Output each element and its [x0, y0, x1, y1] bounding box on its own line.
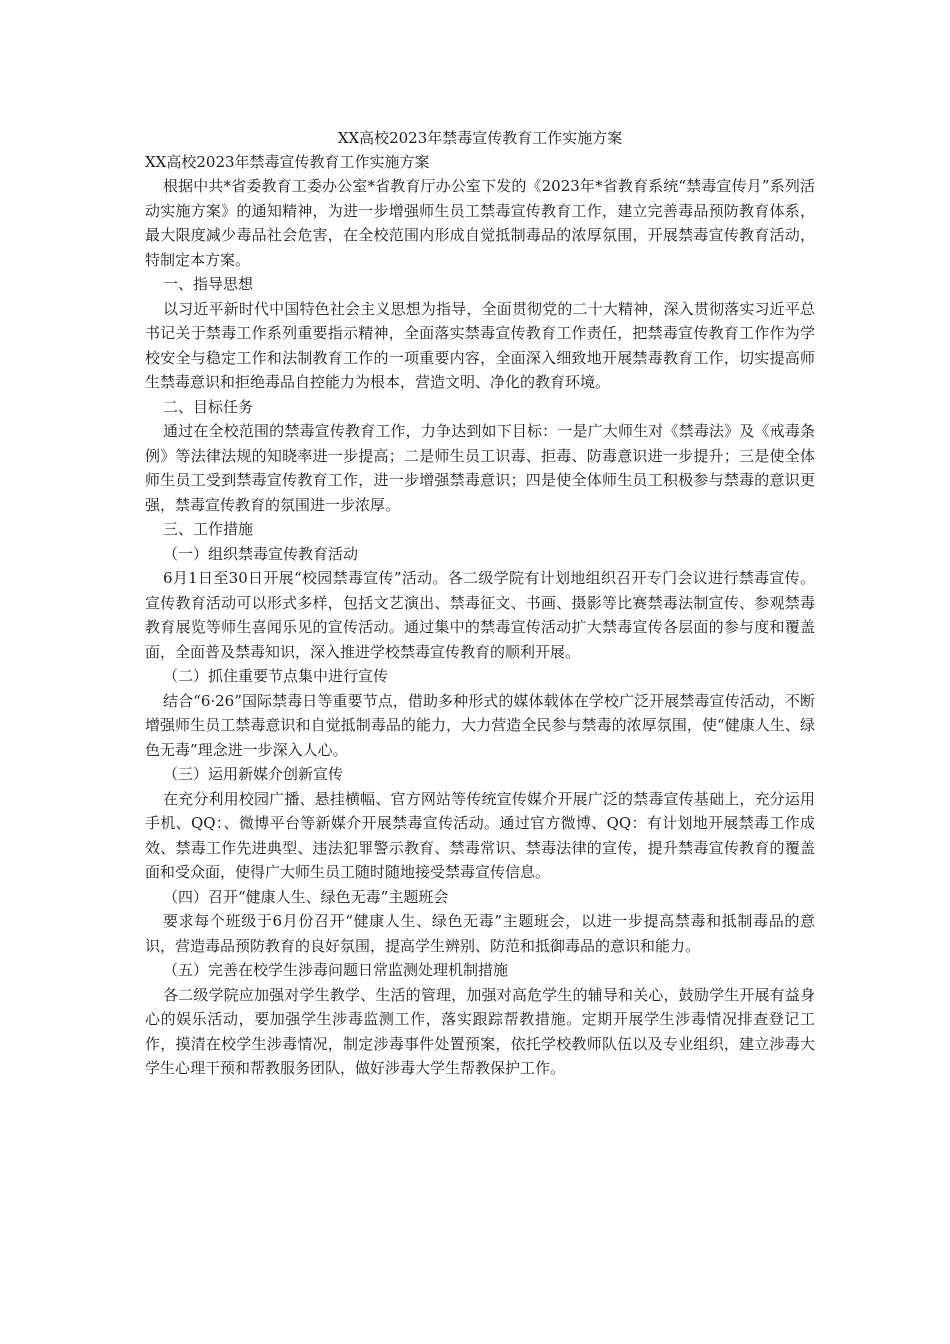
document-title: XX高校2023年禁毒宣传教育工作实施方案 [337, 129, 623, 147]
section-heading-measures: 三、工作措施 [163, 520, 254, 538]
document-subtitle: XX高校2023年禁毒宣传教育工作实施方案 [145, 153, 430, 171]
section-heading-goals: 二、目标任务 [163, 397, 254, 416]
measure-text-4: 要求每个班级于6月份召开“健康人生、绿色无毒”主题班会，以进一步提高禁毒和抵制毒品的意识，营造毒品预防教育的良好氛围，提高学生辨别、防范和抵御毒品的意识和能力。 [145, 912, 815, 955]
measure-text-1: 6月1日至30日开展“校园禁毒宣传”活动。各二级学院有计划地组织召开专门会议进行禁毒宣传。宣传教育活动可以形式多样，包括文艺演出、禁毒征文、书画、摄影等比赛禁毒法制宣传、参观禁毒教育展览等师生喜闻乐见的宣传活动。通过集中的禁毒宣传活动扩大禁毒宣传各层面的参与度和覆盖面，全面普及禁毒知识，深入推进学校禁毒宣传教育的顺利开展。 [145, 569, 815, 661]
section-text-guiding-thought: 以习近平新时代中国特色社会主义思想为指导，全面贯彻党的二十大精神，深入贯彻落实习近平总书记关于禁毒工作系列重要指示精神，全面落实禁毒宣传教育工作责任，把禁毒宣传教育工作作为学校安全与稳定工作和法制教育工作的一项重要内容，全面深入细致地开展禁毒教育工作，切实提高师生禁毒意识和拒绝毒品自控能力为根本，营造文明、净化的教育环境。 [145, 299, 815, 391]
section-text-goals: 通过在全校范围的禁毒宣传教育工作，力争达到如下目标：一是广大师生对《禁毒法》及《戒毒条例》等法律法规的知晓率进一步提高；二是师生员工识毒、拒毒、防毒意识进一步提升；三是使全体师生员工受到禁毒宣传教育工作，进一步增强禁毒意识；四是使全体师生员工积极参与禁毒的意识更强，禁毒宣传教育的氛围进一步浓厚。 [145, 422, 815, 514]
section-heading-guiding-thought: 一、指导思想 [163, 275, 254, 293]
measure-text-3: 在充分利用校园广播、悬挂横幅、官方网站等传统宣传媒介开展广泛的禁毒宣传基础上，充分运用手机、QQ：、微博平台等新媒介开展禁毒宣传活动。通过官方微博、QQ：有计划地开展禁毒工作成效、禁毒工作先进典型、违法犯罪警示教育、禁毒常识、禁毒法律的宣传，提升禁毒宣传教育的覆盖面和受众面，使得广大师生员工随时随地接受禁毒宣传信息。 [145, 789, 815, 881]
intro-paragraph: 根据中共*省委教育工委办公室*省教育厅办公室下发的《2023年*省教育系统“禁毒宣传月”系列活动实施方案》的通知精神，为进一步增强师生员工禁毒宣传教育工作，建立完善毒品预防教育体系，最大限度减少毒品社会危害，在全校范围内形成自觉抵制毒品的浓厚氛围，开展禁毒宣传教育活动，特制定本方案。 [145, 177, 815, 269]
measure-text-2: 结合“6·26”国际禁毒日等重要节点，借助多种形式的媒体载体在学校广泛开展禁毒宣传活动，不断增强师生员工禁毒意识和自觉抵制毒品的能力，大力营造全民参与禁毒的浓厚氛围，使“健康人生、绿色无毒”理念进一步深入人心。 [145, 691, 815, 759]
document-page [145, 126, 815, 1081]
measure-heading-1: （一）组织禁毒宣传教育活动 [163, 544, 359, 563]
measure-heading-5: （五）完善在校学生涉毒问题日常监测处理机制措施 [163, 961, 509, 979]
measure-text-5: 各二级学院应加强对学生教学、生活的管理，加强对高危学生的辅导和关心，鼓励学生开展有益身心的娱乐活动，要加强学生涉毒监测工作，落实跟踪帮教措施。定期开展学生涉毒情况排查登记工作，摸清在校学生涉毒情况，制定涉毒事件处置预案，依托学校教师队伍以及专业组织，建立涉毒大学生心理干预和帮教服务团队，做好涉毒大学生帮教保护工作。 [145, 985, 815, 1077]
measure-heading-4: （四）召开“健康人生、绿色无毒”主题班会 [163, 887, 449, 906]
measure-heading-3: （三）运用新媒介创新宣传 [163, 765, 344, 783]
measure-heading-2: （二）抓住重要节点集中进行宣传 [163, 667, 389, 685]
